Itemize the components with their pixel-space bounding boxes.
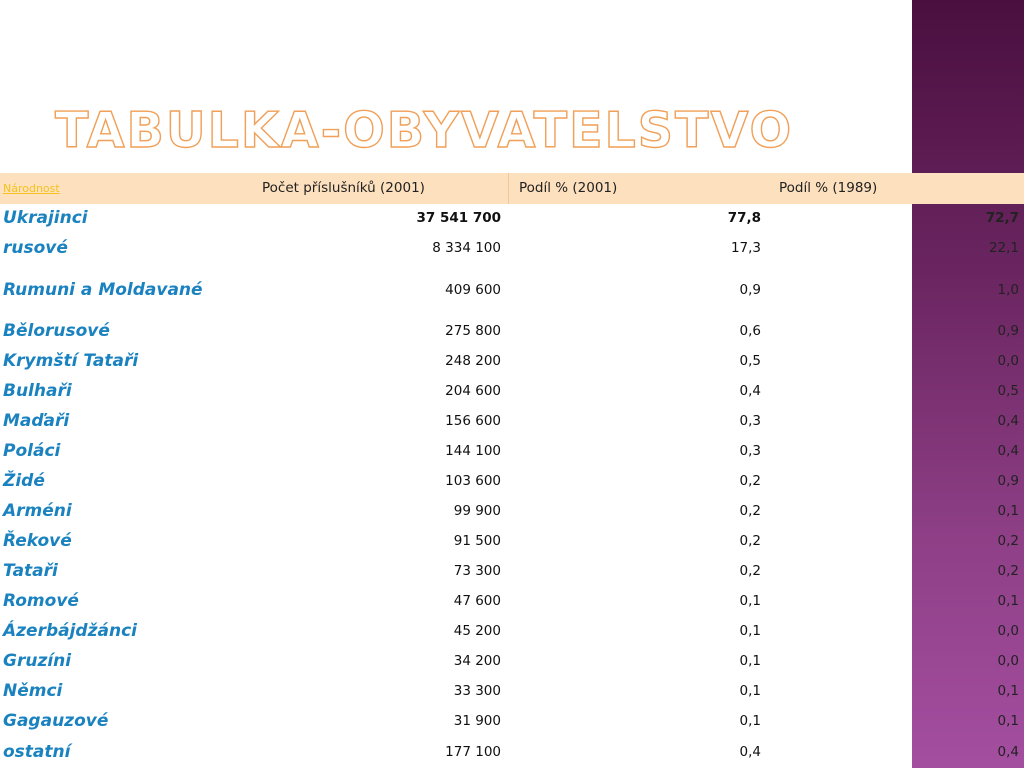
nationality-cell: Bulhaři bbox=[3, 381, 72, 401]
share-2001-cell: 0,1 bbox=[739, 593, 761, 609]
nationality-cell: Židé bbox=[3, 471, 45, 491]
nationality-cell: Němci bbox=[3, 681, 63, 701]
table-row bbox=[0, 589, 1024, 613]
share-1989-cell: 0,4 bbox=[997, 744, 1019, 760]
share-1989-cell: 0,5 bbox=[997, 383, 1019, 399]
share-1989-cell: 0,1 bbox=[997, 683, 1019, 699]
nationality-cell: Maďaři bbox=[3, 411, 70, 431]
count-2001-cell: 156 600 bbox=[445, 413, 501, 429]
header-share-2001: Podíl % (2001) bbox=[519, 180, 618, 196]
share-2001-cell: 0,2 bbox=[739, 473, 761, 489]
nationality-cell: ostatní bbox=[3, 742, 71, 762]
count-2001-cell: 91 500 bbox=[453, 533, 501, 549]
share-2001-cell: 0,1 bbox=[739, 623, 761, 639]
table-row bbox=[0, 379, 1024, 403]
table-row bbox=[0, 529, 1024, 553]
share-1989-cell: 0,0 bbox=[997, 353, 1019, 369]
share-1989-cell: 0,0 bbox=[997, 623, 1019, 639]
count-2001-cell: 31 900 bbox=[453, 713, 501, 729]
share-2001-cell: 0,1 bbox=[739, 713, 761, 729]
share-2001-cell: 0,1 bbox=[739, 653, 761, 669]
header-share-1989: Podíl % (1989) bbox=[779, 180, 878, 196]
share-1989-cell: 0,4 bbox=[997, 413, 1019, 429]
share-1989-cell: 0,1 bbox=[997, 503, 1019, 519]
table-row bbox=[0, 278, 1024, 302]
nationality-cell: Řekové bbox=[3, 531, 72, 551]
count-2001-cell: 73 300 bbox=[453, 563, 501, 579]
table-row bbox=[0, 439, 1024, 463]
nationality-cell: Rumuni a Moldavané bbox=[3, 280, 203, 300]
table-row bbox=[0, 499, 1024, 523]
table-row bbox=[0, 349, 1024, 373]
nationality-cell: Poláci bbox=[3, 441, 61, 461]
share-2001-cell: 17,3 bbox=[730, 240, 761, 256]
count-2001-cell: 177 100 bbox=[445, 744, 501, 760]
table-row bbox=[0, 319, 1024, 343]
nationality-cell: rusové bbox=[3, 238, 68, 258]
table-row bbox=[0, 409, 1024, 433]
table-row bbox=[0, 236, 1024, 260]
slide-title: TABULKA-OBYVATELSTVO bbox=[55, 102, 794, 159]
nationality-cell: Krymští Tataři bbox=[3, 351, 139, 371]
share-1989-cell: 0,4 bbox=[997, 443, 1019, 459]
count-2001-cell: 45 200 bbox=[453, 623, 501, 639]
share-1989-cell: 0,2 bbox=[997, 563, 1019, 579]
nationality-cell: Gruzíni bbox=[3, 651, 72, 671]
count-2001-cell: 204 600 bbox=[445, 383, 501, 399]
table-row bbox=[0, 619, 1024, 643]
nationality-cell: Ázerbájdžánci bbox=[3, 621, 137, 641]
share-1989-cell: 0,9 bbox=[997, 473, 1019, 489]
share-1989-cell: 0,1 bbox=[997, 593, 1019, 609]
share-1989-cell: 0,1 bbox=[997, 713, 1019, 729]
share-2001-cell: 0,4 bbox=[739, 383, 761, 399]
table-row bbox=[0, 649, 1024, 673]
header-count-2001: Počet příslušníků (2001) bbox=[262, 180, 425, 196]
count-2001-cell: 8 334 100 bbox=[432, 240, 501, 256]
nationality-cell: Arméni bbox=[3, 501, 72, 521]
nationality-cell: Gagauzové bbox=[3, 711, 109, 731]
table-row bbox=[0, 740, 1024, 764]
count-2001-cell: 144 100 bbox=[445, 443, 501, 459]
nationality-cell: Ukrajinci bbox=[3, 208, 88, 228]
nationality-cell: Bělorusové bbox=[3, 321, 110, 341]
share-1989-cell: 22,1 bbox=[988, 240, 1019, 256]
count-2001-cell: 275 800 bbox=[445, 323, 501, 339]
share-2001-cell: 0,5 bbox=[739, 353, 761, 369]
table-row bbox=[0, 559, 1024, 583]
share-1989-cell: 72,7 bbox=[985, 210, 1019, 226]
count-2001-cell: 33 300 bbox=[453, 683, 501, 699]
count-2001-cell: 103 600 bbox=[445, 473, 501, 489]
share-1989-cell: 0,9 bbox=[997, 323, 1019, 339]
count-2001-cell: 37 541 700 bbox=[416, 210, 501, 226]
count-2001-cell: 99 900 bbox=[453, 503, 501, 519]
count-2001-cell: 409 600 bbox=[445, 282, 501, 298]
count-2001-cell: 248 200 bbox=[445, 353, 501, 369]
share-1989-cell: 0,2 bbox=[997, 533, 1019, 549]
share-2001-cell: 0,9 bbox=[739, 282, 761, 298]
share-2001-cell: 0,3 bbox=[739, 413, 761, 429]
column-divider bbox=[508, 173, 509, 204]
share-2001-cell: 77,8 bbox=[727, 210, 761, 226]
share-1989-cell: 1,0 bbox=[997, 282, 1019, 298]
share-2001-cell: 0,2 bbox=[739, 563, 761, 579]
table-row bbox=[0, 709, 1024, 733]
table-row bbox=[0, 206, 1024, 230]
share-1989-cell: 0,0 bbox=[997, 653, 1019, 669]
table-row bbox=[0, 679, 1024, 703]
nationality-cell: Romové bbox=[3, 591, 79, 611]
share-2001-cell: 0,2 bbox=[739, 533, 761, 549]
nationality-cell: Tataři bbox=[3, 561, 58, 581]
count-2001-cell: 34 200 bbox=[453, 653, 501, 669]
share-2001-cell: 0,4 bbox=[739, 744, 761, 760]
header-nationality-link[interactable]: Národnost bbox=[3, 182, 60, 195]
share-2001-cell: 0,6 bbox=[739, 323, 761, 339]
share-2001-cell: 0,3 bbox=[739, 443, 761, 459]
table-row bbox=[0, 469, 1024, 493]
share-2001-cell: 0,1 bbox=[739, 683, 761, 699]
share-2001-cell: 0,2 bbox=[739, 503, 761, 519]
count-2001-cell: 47 600 bbox=[453, 593, 501, 609]
